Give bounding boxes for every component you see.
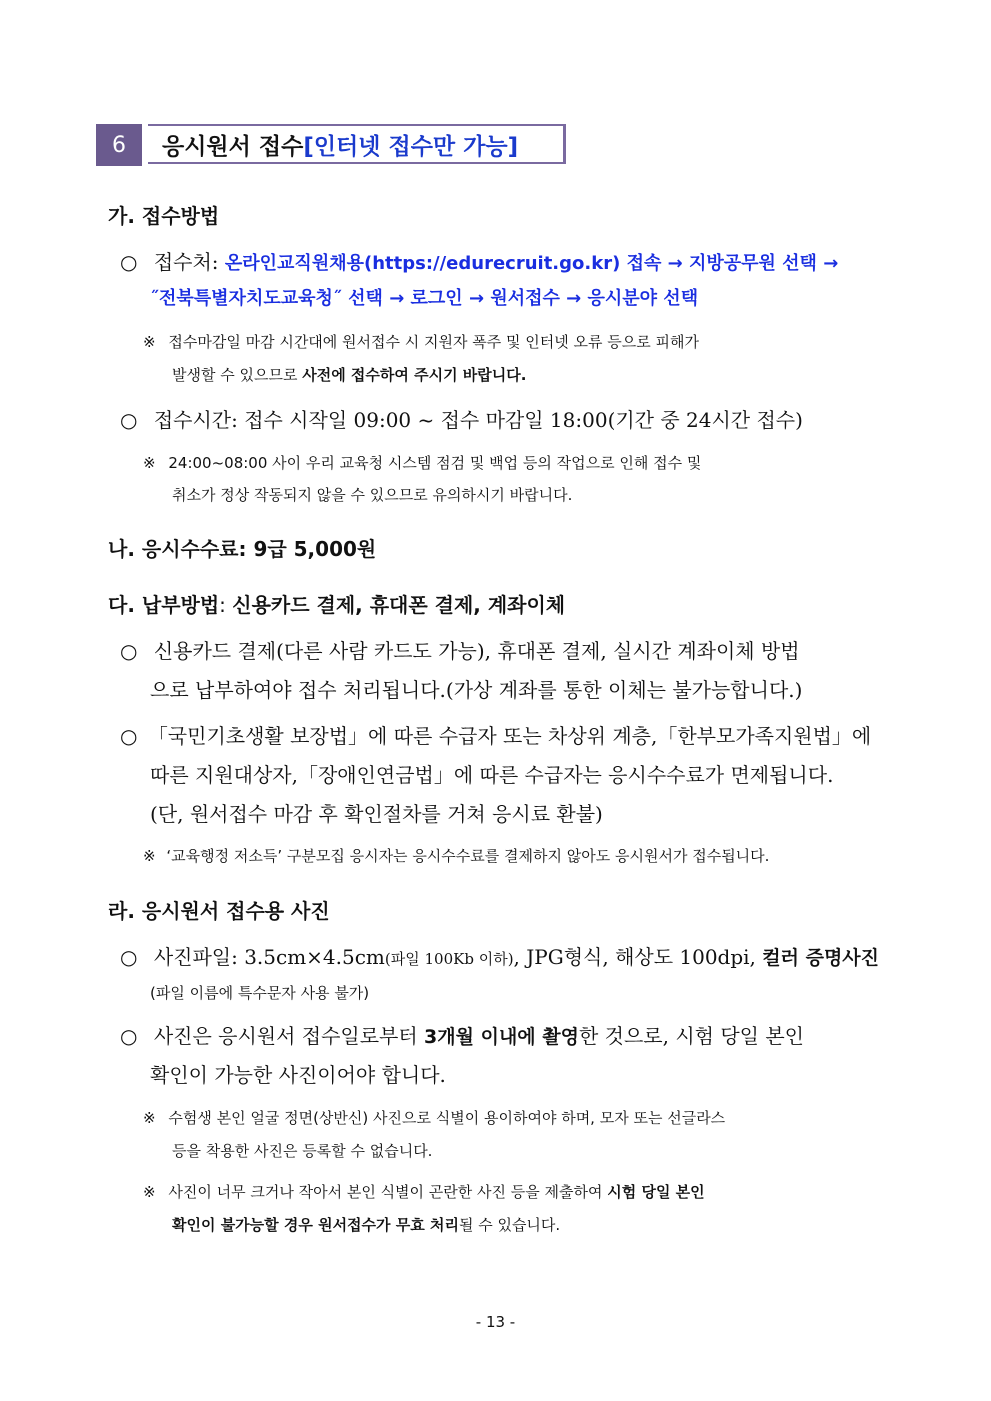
bullet-mark: ○ bbox=[120, 639, 138, 663]
ra-note-2-line-1 bbox=[143, 1181, 705, 1202]
section-title bbox=[148, 124, 566, 164]
ra-b1-size: (파일 100Kb 이하) bbox=[384, 950, 514, 968]
heading-na: 나. 응시수수료: 9급 5,000원 bbox=[108, 537, 377, 561]
ra-b2-pre: 사진은 응시원서 접수일로부터 bbox=[153, 1024, 425, 1048]
ra-n2-bold-2: 확인이 불가능할 경우 원서접수가 무효 처리 bbox=[172, 1216, 459, 1234]
ra-b1-bold: 컬러 증명사진 bbox=[762, 947, 880, 969]
da-bullet-1-line-1 bbox=[120, 635, 800, 664]
ra-note-1-line-2: 등을 착용한 사진은 등록할 수 없습니다. bbox=[172, 1142, 433, 1160]
ra-n1-text-1: 수험생 본인 얼굴 정면(상반신) 사진으로 식별이 용이하여야 하며, 모자 또는 선글라스 bbox=[168, 1109, 726, 1127]
ga-bullet-1-line-1 bbox=[120, 246, 838, 275]
note-mark: ※ bbox=[143, 454, 156, 472]
ga-b1-link-line-1: 온라인교직원채용(https://edurecruit.go.kr) 접속 → 지방공무원 선택 → bbox=[224, 253, 839, 274]
section-title-note: [인터넷 접수만 가능] bbox=[303, 133, 519, 160]
heading-ga: 가. 접수방법 bbox=[108, 204, 220, 228]
da-n1-text: ‘교육행정 저소득’ 구분모집 응시자는 응시수수료를 결제하지 않아도 응시원서가 접수됩니다. bbox=[166, 847, 770, 865]
ra-bullet-2-line-2: 확인이 가능한 사진이어야 합니다. bbox=[150, 1063, 446, 1087]
ga-b2-text: 접수시간: 접수 시작일 09:00 ~ 접수 마감일 18:00(기간 중 24시간 접수) bbox=[153, 408, 803, 432]
da-note-1 bbox=[143, 845, 769, 866]
da-bullet-2-line-2: 따른 지원대상자,「장애인연금법」에 따른 수급자는 응시수수료가 면제됩니다. bbox=[150, 763, 834, 787]
heading-da-methods: 신용카드 결제, 휴대폰 결제, 계좌이체 bbox=[232, 593, 566, 617]
bullet-mark: ○ bbox=[120, 945, 138, 969]
ra-n2-text-2: 될 수 있습니다. bbox=[458, 1216, 561, 1234]
ga-note-2-line-1 bbox=[143, 452, 701, 473]
bullet-mark: ○ bbox=[120, 408, 138, 432]
note-mark: ※ bbox=[143, 1109, 156, 1127]
ga-n1-text-2: 발생할 수 있으므로 bbox=[172, 366, 303, 384]
ra-n2-bold-1: 시험 당일 본인 bbox=[607, 1183, 705, 1201]
da-b2-text-1: 「국민기초생활 보장법」에 따른 수급자 또는 차상위 계층,「한부모가족지원법」에 bbox=[147, 724, 872, 748]
note-mark: ※ bbox=[143, 333, 156, 351]
bullet-mark: ○ bbox=[120, 724, 138, 748]
ga-n2-text-1: 24:00~08:00 사이 우리 교육청 시스템 점검 및 백업 등의 작업으로 인해 접수 및 bbox=[168, 454, 702, 472]
da-bullet-2-line-3: (단, 원서접수 마감 후 확인절차를 거쳐 응시료 환불) bbox=[150, 802, 603, 826]
ga-note-1-line-1 bbox=[143, 331, 699, 352]
da-bullet-1-line-2: 으로 납부하여야 접수 처리됩니다.(가상 계좌를 통한 이체는 불가능합니다.) bbox=[150, 678, 803, 702]
bullet-mark: ○ bbox=[120, 1024, 138, 1048]
ga-n1-text-1: 접수마감일 마감 시간대에 원서접수 시 지원자 폭주 및 인터넷 오류 등으로 피해가 bbox=[168, 333, 699, 351]
section-title-text: 응시원서 접수 bbox=[162, 133, 304, 160]
bullet-mark: ○ bbox=[120, 250, 138, 274]
ra-b2-bold: 3개월 이내에 촬영 bbox=[424, 1026, 579, 1048]
ra-b1-mid: , JPG형식, 해상도 100dpi, bbox=[513, 945, 763, 969]
ra-bullet-2-line-1 bbox=[120, 1020, 804, 1049]
section-header bbox=[96, 124, 568, 166]
heading-da-label: 다. 납부방법 bbox=[108, 593, 220, 617]
ra-n2-text-1: 사진이 너무 크거나 작아서 본인 식별이 곤란한 사진 등을 제출하여 bbox=[168, 1183, 608, 1201]
da-b1-text-1: 신용카드 결제(다른 사람 카드도 가능), 휴대폰 결제, 실시간 계좌이체 방법 bbox=[153, 639, 800, 663]
ra-b1-pre: 사진파일: 3.5cm×4.5cm bbox=[153, 945, 385, 969]
heading-ra: 라. 응시원서 접수용 사진 bbox=[108, 899, 330, 923]
heading-da bbox=[108, 589, 565, 618]
page-number: - 13 - bbox=[475, 1313, 516, 1331]
heading-da-colon: : bbox=[219, 593, 233, 617]
ra-bullet-1-line-1 bbox=[120, 941, 879, 970]
section-number: 6 bbox=[96, 124, 142, 166]
ga-b1-label: 접수처: bbox=[153, 250, 225, 274]
ga-note-1-line-2 bbox=[172, 364, 526, 385]
da-bullet-2-line-1 bbox=[120, 720, 871, 749]
ga-n1-bold: 사전에 접수하여 주시기 바랍니다. bbox=[302, 366, 527, 384]
ga-b1-link-line-2: ˝전북특별자치도교육청˝ 선택 → 로그인 → 원서접수 → 응시분야 선택 bbox=[150, 288, 699, 309]
ra-b2-post: 한 것으로, 시험 당일 본인 bbox=[578, 1024, 804, 1048]
ra-note-2-line-2 bbox=[172, 1214, 560, 1235]
ra-note-1-line-1 bbox=[143, 1107, 725, 1128]
ga-bullet-2 bbox=[120, 404, 803, 433]
ga-note-2-line-2: 취소가 정상 작동되지 않을 수 있으므로 유의하시기 바랍니다. bbox=[172, 486, 573, 504]
note-mark: ※ bbox=[143, 1183, 156, 1201]
note-mark: ※ bbox=[143, 847, 156, 865]
ra-bullet-1-line-2: (파일 이름에 특수문자 사용 불가) bbox=[150, 984, 370, 1002]
